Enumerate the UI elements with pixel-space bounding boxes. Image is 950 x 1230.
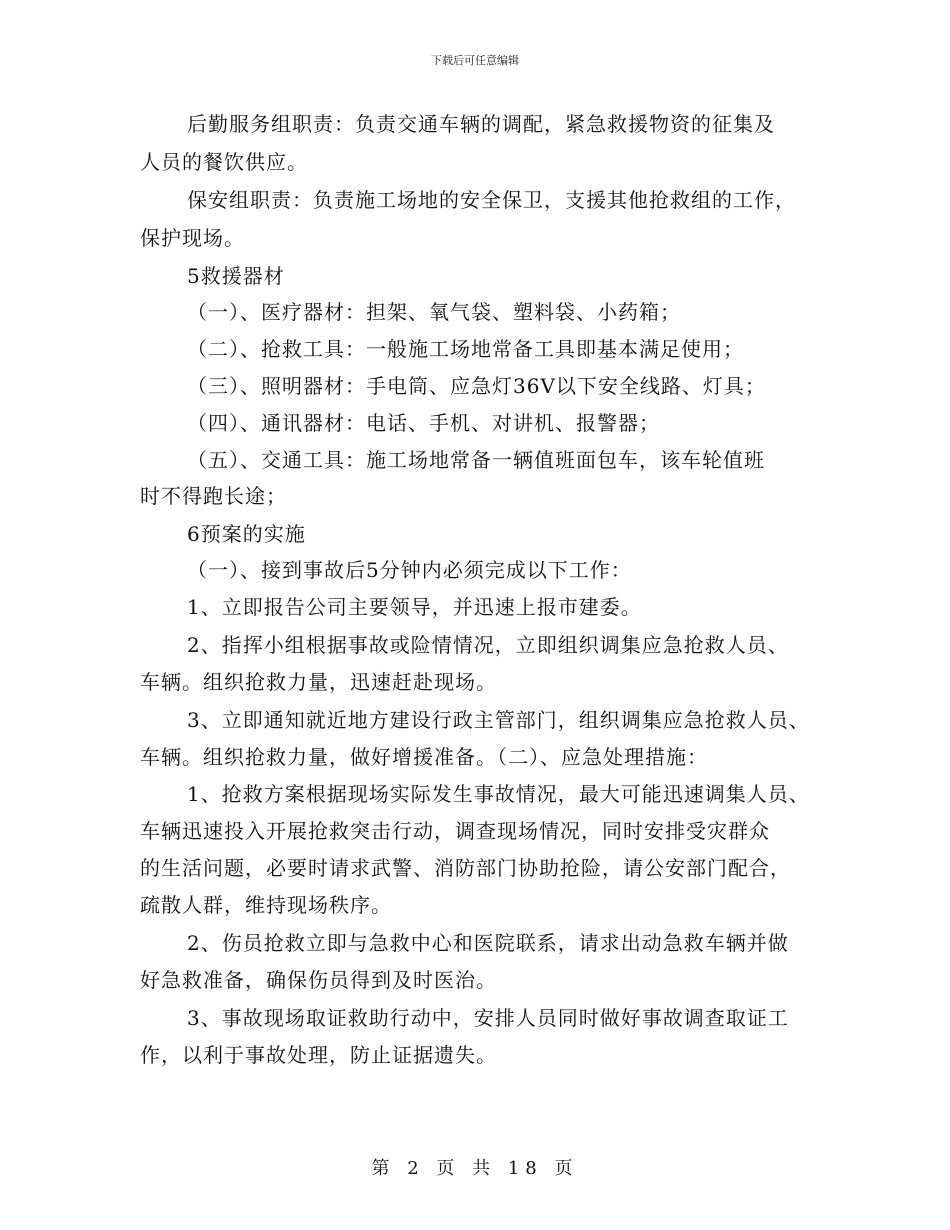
body-line: 车辆。组织抢救力量，做好增援准备。（二）、应急处理措施： [140, 745, 708, 769]
page-header: 下载后可任意编辑 [431, 54, 519, 67]
body-line: （一）、医疗器材：担架、氧气袋、塑料袋、小药箱； [187, 300, 681, 324]
body-line: 1、立即报告公司主要领导，并迅速上报市建委。 [187, 595, 642, 619]
body-line: 疏散人群，维持现场秩序。 [140, 893, 392, 917]
body-line: 作，以利于事故处理，防止证据遗失。 [140, 1043, 497, 1067]
body-line: （四）、通讯器材：电话、手机、对讲机、报警器； [187, 411, 660, 435]
body-line: 车辆迅速投入开展抢救突击行动，调查现场情况，同时安排受灾群众 [140, 819, 770, 843]
body-line: 人员的餐饮供应。 [140, 150, 308, 174]
section-heading: 6预案的实施 [187, 522, 306, 546]
body-line: 3、立即通知就近地方建设行政主管部门，组织调集应急抢救人员、 [187, 708, 810, 732]
body-line: （一）、接到事故后5分钟内必须完成以下工作： [187, 558, 632, 582]
body-line: 后勤服务组职责：负责交通车辆的调配，紧急救援物资的征集及 [187, 112, 775, 136]
page-number: 第 2 页 共 18 页 [371, 1158, 579, 1179]
body-line: 2、指挥小组根据事故或险情情况，立即组织调集应急抢救人员、 [187, 633, 789, 657]
body-line: （三）、照明器材：手电筒、应急灯36V以下安全线路、灯具； [187, 374, 766, 398]
body-line: （二）、抢救工具：一般施工场地常备工具即基本满足使用； [187, 337, 744, 361]
body-line: 保安组职责：负责施工场地的安全保卫，支援其他抢救组的工作， [187, 188, 796, 212]
body-line: 1、抢救方案根据现场实际发生事故情况，最大可能迅速调集人员、 [187, 782, 810, 806]
body-line: 时不得跑长途； [140, 484, 287, 508]
body-line: 好急救准备，确保伤员得到及时医治。 [140, 968, 497, 992]
body-line: 3、事故现场取证救助行动中，安排人员同时做好事故调查取证工 [187, 1006, 789, 1030]
body-line: 车辆。组织抢救力量，迅速赶赴现场。 [140, 670, 497, 694]
body-line: （五）、交通工具：施工场地常备一辆值班面包车，该车轮值班 [187, 448, 765, 472]
section-heading: 5救援器材 [187, 264, 285, 288]
body-line: 保护现场。 [140, 226, 245, 250]
body-line: 2、伤员抢救立即与急救中心和医院联系，请求出动急救车辆并做 [187, 931, 789, 955]
body-line: 的生活问题，必要时请求武警、消防部门协助抢险，请公安部门配合， [140, 856, 791, 880]
